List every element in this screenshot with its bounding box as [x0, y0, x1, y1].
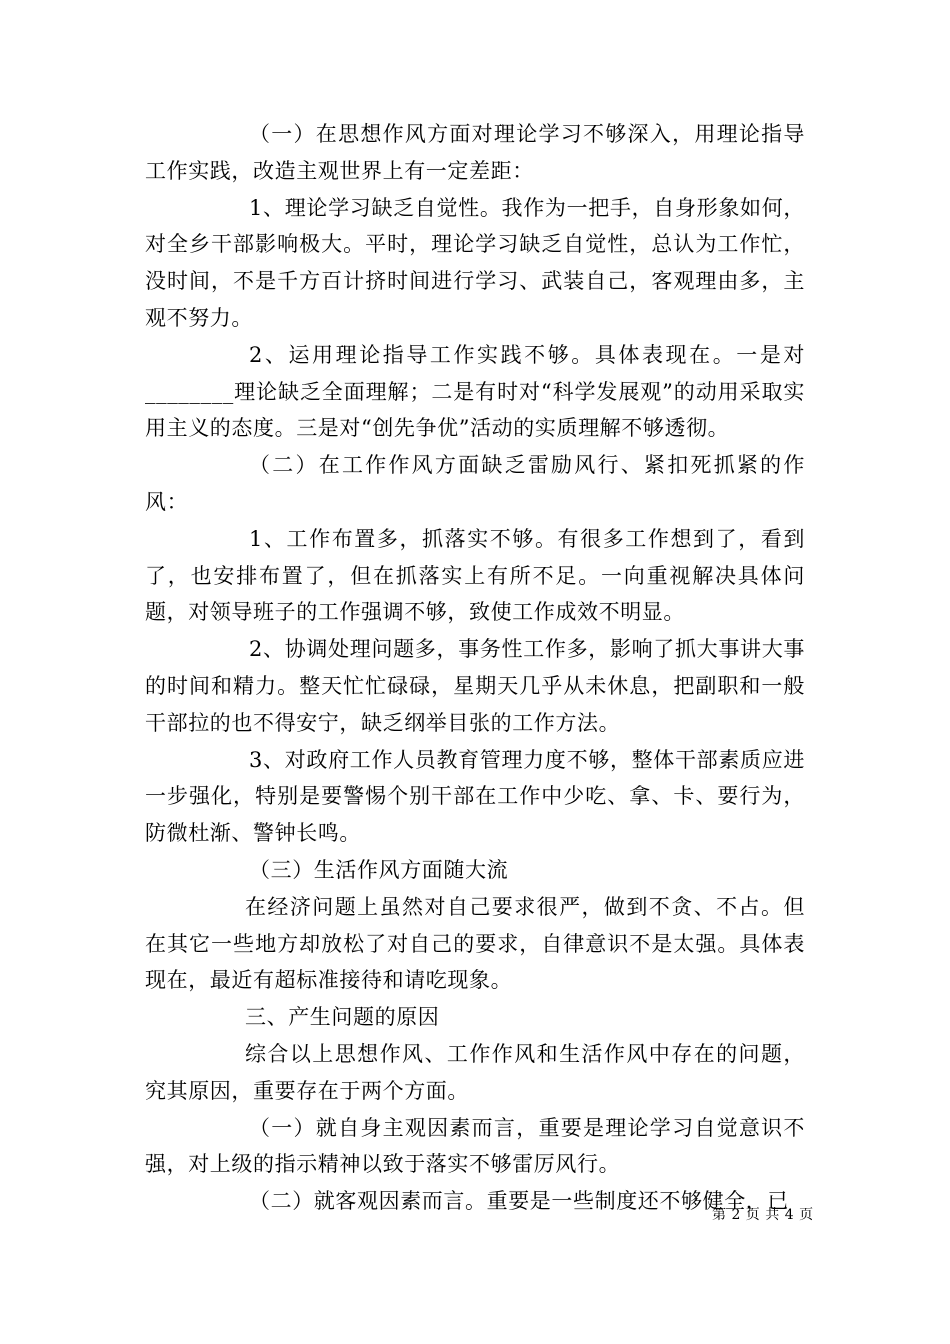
document-body: [145, 116, 805, 1220]
paragraph-section-1-heading: （一）在思想作风方面对理论学习不够深入，用理论指导工作实践，改造主观世界上有一定差距：: [145, 122, 805, 183]
paragraph-causes-heading: 三、产生问题的原因: [245, 1005, 440, 1030]
paragraph-section-3-body: 在经济问题上虽然对自己要求很严，做到不贪、不占。但在其它一些地方却放松了对自己的要求，自律意识不是太强。具体表现在，最近有超标准接待和请吃现象。: [145, 894, 805, 993]
page-number-footer: 第 2 页 共 4 页: [712, 1207, 814, 1223]
paragraph-item-1-1: 1、理论学习缺乏自觉性。我作为一把手，自身形象如何，对全乡干部影响极大。平时，理论学习缺乏自觉性，总认为工作忙，没时间，不是千方百计挤时间进行学习、武装自己，客观理由多，主观不努力。: [145, 195, 805, 330]
paragraph-cause-1: （一）就自身主观因素而言，重要是理论学习自觉意识不强，对上级的指示精神以致于落实不够雷厉风行。: [145, 1115, 805, 1177]
paragraph-item-2-2: 2、协调处理问题多，事务性工作多，影响了抓大事讲大事的时间和精力。整天忙忙碌碌，星期天几乎从未休息，把副职和一般干部拉的也不得安宁，缺乏纲举目张的工作方法。: [145, 637, 805, 735]
paragraph-cause-2: （二）就客观因素而言。重要是一些制度还不够健全，已: [249, 1189, 789, 1214]
paragraph-item-1-2: 2、运用理论指导工作实践不够。具体表现在。一是对________理论缺乏全面理解；二是有时对“科学发展观”的动用采取实用主义的态度。三是对“创先争优”活动的实质理解不够透彻。: [145, 342, 805, 441]
paragraph-item-2-3: 3、对政府工作人员教育管理力度不够，整体干部素质应进一步强化，特别是要警惕个别干部在工作中少吃、拿、卡、要行为，防微杜渐、警钟长鸣。: [145, 747, 805, 846]
paragraph-section-2-heading: （二）在工作作风方面缺乏雷励风行、紧扣死抓紧的作风：: [145, 453, 805, 514]
paragraph-causes-intro: 综合以上思想作风、工作作风和生活作风中存在的问题，究其原因，重要存在于两个方面。: [145, 1041, 805, 1103]
paragraph-section-3-heading: （三）生活作风方面随大流: [249, 857, 509, 882]
paragraph-item-2-1: 1、工作布置多，抓落实不够。有很多工作想到了，看到了，也安排布置了，但在抓落实上有所不足。一向重视解决具体问题，对领导班子的工作强调不够，致使工作成效不明显。: [145, 526, 805, 625]
